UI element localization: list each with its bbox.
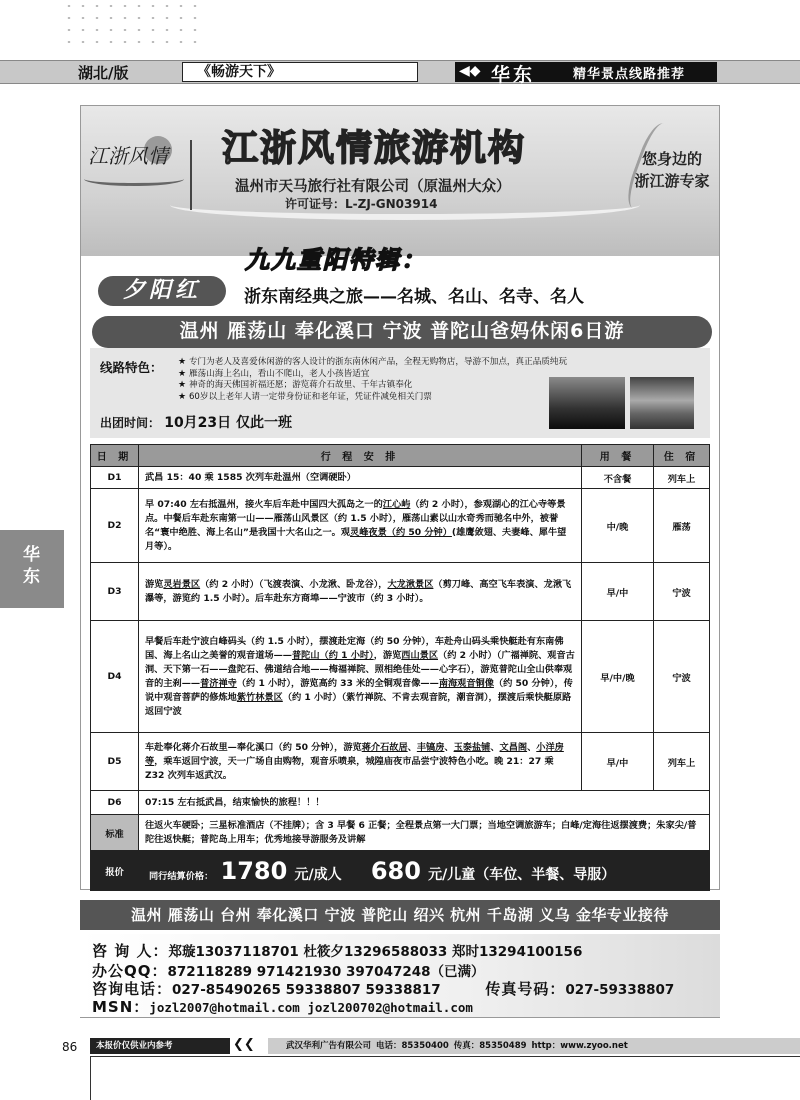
schedule-text: ，乘车返回宁波，天一广场自由购物，观音乐喷泉，城隍庙夜市品尝宁波特色小吃。晚 21：27 乘 Z32 次列车返武汉。: [145, 755, 554, 781]
attraction-name: 文昌阁: [499, 741, 528, 753]
child-unit: 元/儿童（车位、半餐、导服）: [428, 866, 616, 883]
adult-unit: 元/成人: [294, 866, 342, 883]
schedule-cell: [139, 621, 582, 733]
theme-title: 浙东南经典之旅——名城、名山、名寺、名人: [244, 287, 584, 307]
features-label: 线路特色：: [100, 360, 163, 375]
price-row: [91, 851, 710, 891]
decorative-dots: [62, 0, 202, 48]
contact-msn-label: MSN：: [92, 998, 150, 1016]
meal-cell: 早/中: [582, 733, 654, 791]
schedule-cell: 07:15 左右抵武昌，结束愉快的旅程！！！: [139, 791, 710, 815]
attraction-name: 灵岩景区: [163, 578, 201, 590]
schedule-text: 车赴奉化蒋介石故里—奉化溪口（约 50 分钟），游览: [145, 741, 362, 753]
side-tab-line-2: 东: [23, 567, 41, 587]
banner-divider: [190, 140, 192, 210]
schedule-text: （约 2 小时），参观湖心的江心寺等景点。中餐后车赴东南第一山——雁荡山风景区（约 1.5 小时），雁荡山素以山水奇秀而驰名中外，被誉名“寰中绝胜、海上名山”是我国十大名山之一。观: [145, 498, 566, 538]
departure-info: [100, 412, 292, 432]
attraction-name: 玉泰盐铺: [453, 741, 491, 753]
schedule-text: （约 50 分钟），传说中观音菩萨的修炼地: [145, 677, 573, 703]
standard-text: 往返火车硬卧；三星标准酒店（不挂牌）；含 3 早餐 6 正餐；全程景点第一大门票；当地空调旅游车；白峰/定海往返摆渡费；朱家尖/普陀往返快艇；普陀岛上用车；优秀地接导游服务及讲解: [139, 815, 710, 851]
magazine-title: 《畅游天下》: [182, 62, 418, 82]
attraction-name: 普陀山（约 1 小时）: [292, 649, 374, 661]
scenery-photo-sea: [630, 377, 694, 429]
meal-cell: 不含餐: [582, 467, 654, 489]
agency-name: 江浙风情旅游机构: [222, 128, 527, 169]
child-price: 680: [370, 856, 421, 885]
region-title: 华东: [491, 64, 536, 86]
day-cell: D3: [91, 563, 139, 621]
schedule-text: 、: [407, 741, 417, 753]
departure-label: 出团时间：: [100, 416, 161, 430]
edition-label: 湖北/版: [78, 64, 129, 82]
schedule-cell: 武昌 15：40 乘 1585 次列车赴温州（空调硬卧）: [139, 467, 582, 489]
contact-msn: [92, 996, 473, 1017]
schedule-text: （约 2 小时）（飞渡表演、小龙湫、卧龙谷），: [200, 578, 388, 590]
theme-badge: 夕阳红: [98, 276, 226, 306]
day-cell: D1: [91, 467, 139, 489]
table-row: [91, 563, 710, 621]
schedule-text: 早 07:40 左右抵温州，接火车后车赴中国四大孤岛之一的: [145, 498, 383, 510]
meal-cell: 中/晚: [582, 489, 654, 563]
attraction-name: 小洋房等: [145, 741, 564, 767]
logo-text: 江浙风情: [88, 144, 168, 168]
price-label: 报价: [91, 851, 139, 891]
attraction-name: 西山景区: [401, 649, 439, 661]
attraction-name: 南海观音铜像: [438, 677, 494, 689]
footer-note: 本报价仅供业内参考: [90, 1038, 230, 1054]
license-number: 许可证号：L-ZJ-GN03914: [285, 197, 438, 211]
price-cell: [139, 851, 710, 891]
route-title: 温州 雁荡山 奉化溪口 宁波 普陀山爸妈休闲6日游: [92, 316, 712, 348]
hills-icon: [84, 172, 184, 186]
contact-qq-label: 办公QQ：: [92, 962, 168, 980]
meal-cell: 早/中: [582, 563, 654, 621]
header-lodging: 住 宿: [654, 445, 710, 467]
contact-persons: [92, 940, 582, 961]
schedule-text: （剪刀峰、高空飞车表演、龙湫飞瀑等，游览约 1.5 小时）。后车赴东方商埠——宁波市（约 3 小时）。: [145, 578, 572, 604]
schedule-cell: [139, 563, 582, 621]
schedule-text: 游览: [145, 578, 164, 590]
schedule-text: 早餐后车赴宁波白峰码头（约 1.5 小时），摆渡赴定海（约 50 分钟），车赴舟山码头乘快艇赴有东南佛国、海上名山之美誉的观音道场——: [145, 635, 564, 661]
schedule-text: 、: [444, 741, 454, 753]
lodging-cell: 雁荡: [654, 489, 710, 563]
footer-rule: [90, 1056, 800, 1057]
adult-price: 1780: [220, 856, 288, 885]
header-day: 日 期: [91, 445, 139, 467]
feature-item: ★ 神奇的海天佛国祈福还愿；游览蒋介石故里、千年古镇奉化: [178, 380, 567, 392]
cities-banner: 温州 雁荡山 台州 奉化溪口 宁波 普陀山 绍兴 杭州 千岛湖 义乌 金华专业接待: [80, 900, 720, 930]
agency-slogan: [622, 148, 722, 192]
attraction-name: 丰镐房: [416, 741, 445, 753]
schedule-text: (雄鹰敛翅、夫妻峰、犀牛望月等）。: [145, 526, 567, 552]
lodging-cell: 列车上: [654, 467, 710, 489]
slogan-line-2: 浙江游专家: [634, 172, 710, 190]
page-number: 86: [62, 1040, 78, 1054]
contact-person-label: 咨 询 人：: [92, 942, 169, 960]
price-prefix: 同行结算价格：: [149, 870, 214, 882]
features-list: [178, 357, 567, 403]
standard-label: 标准: [91, 815, 139, 851]
agency-logo: [84, 132, 190, 194]
schedule-text: 、: [527, 741, 537, 753]
festival-title: 九九重阳特辑：: [245, 245, 427, 274]
day-cell: D4: [91, 621, 139, 733]
region-banner: [455, 62, 717, 86]
header-meals: 用 餐: [582, 445, 654, 467]
contact-phone-value: 027-85490265 59338807 59338817: [172, 982, 441, 998]
attraction-name: 江心屿: [382, 498, 411, 510]
itinerary-table: [90, 444, 710, 891]
day-cell: D6: [91, 791, 139, 815]
side-tab-line-1: 华: [23, 545, 41, 565]
table-header-row: [91, 445, 710, 467]
attraction-name: 蒋介石故居: [361, 741, 408, 753]
double-chevron-left-icon: ❮❮: [233, 1037, 255, 1052]
attraction-name: 灵峰夜景（约 50 分钟）: [350, 526, 452, 538]
slogan-line-1: 您身边的: [641, 150, 702, 168]
feature-item: ★ 专门为老人及喜爱休闲游的客人设计的浙东南休闲产品，全程无购物店，导游不加点，真正品质纯玩: [178, 357, 567, 369]
feature-item: ★ 雁荡山海上名山，看山不爬山，老人小孩皆适宜: [178, 369, 567, 381]
table-row: [91, 733, 710, 791]
day-cell: D2: [91, 489, 139, 563]
company-name: 温州市天马旅行社有限公司（原温州大众）: [235, 179, 511, 195]
table-row: [91, 621, 710, 733]
meal-cell: 早/中/晚: [582, 621, 654, 733]
footer-publisher: 武汉华利广告有限公司 电话：85350400 传真：85350489 http：www.zyoo.net: [268, 1038, 800, 1054]
table-row: [91, 467, 710, 489]
attraction-name: 紫竹林景区: [236, 691, 283, 703]
lodging-cell: 宁波: [654, 563, 710, 621]
contact-fax-value: 027-59338807: [565, 982, 675, 998]
schedule-text: 、: [490, 741, 500, 753]
contact-fax-label: 传真号码：: [485, 980, 566, 998]
region-side-tab: [0, 530, 64, 608]
lodging-cell: 列车上: [654, 733, 710, 791]
region-subtitle: 精华景点线路推荐: [573, 67, 686, 82]
feature-item: ★ 60岁以上老年人请一定带身份证和老年证，凭证件减免相关门票: [178, 392, 567, 404]
contact-qq-value: 872118289 971421930 397047248（已满）: [167, 964, 485, 980]
schedule-cell: [139, 733, 582, 791]
schedule-cell: [139, 489, 582, 563]
schedule-text: （约 1 小时）（紫竹禅院、不肯去观音院，潮音洞），摆渡后乘快艇原路返回宁波: [145, 691, 572, 717]
contact-phone-label: 咨询电话：: [92, 980, 173, 998]
contact-person-value: 郑璇13037118701 杜筱夕13296588033 郑时13294100156: [168, 944, 583, 960]
lodging-cell: 宁波: [654, 621, 710, 733]
attraction-name: 大龙湫景区: [387, 578, 434, 590]
schedule-text: （约 2 小时）（广福禅院、观音古洞、天下第一石——盘陀石、佛道结合地——梅福禅院、照相绝佳处——心字石），游览普陀山全山供奉观音的主刹——: [145, 649, 575, 689]
day-cell: D5: [91, 733, 139, 791]
schedule-text: （约 1 小时），游览高约 33 米的全铜观音像——: [236, 677, 439, 689]
table-row: [91, 489, 710, 563]
footer-vertical-rule: [90, 1056, 91, 1100]
attraction-name: 普济禅寺: [200, 677, 237, 689]
table-row: [91, 791, 710, 815]
header-schedule: 行 程 安 排: [139, 445, 582, 467]
standard-row: [91, 815, 710, 851]
departure-value: 10月23日 仅此一班: [164, 415, 293, 431]
scenery-photo-mountain: [549, 377, 625, 429]
arrow-left-icon: ◀◆: [459, 63, 481, 79]
schedule-text: ，游览: [373, 649, 402, 661]
contact-msn-value: jozl2007@hotmail.com jozl200702@hotmail.com: [149, 1000, 473, 1015]
